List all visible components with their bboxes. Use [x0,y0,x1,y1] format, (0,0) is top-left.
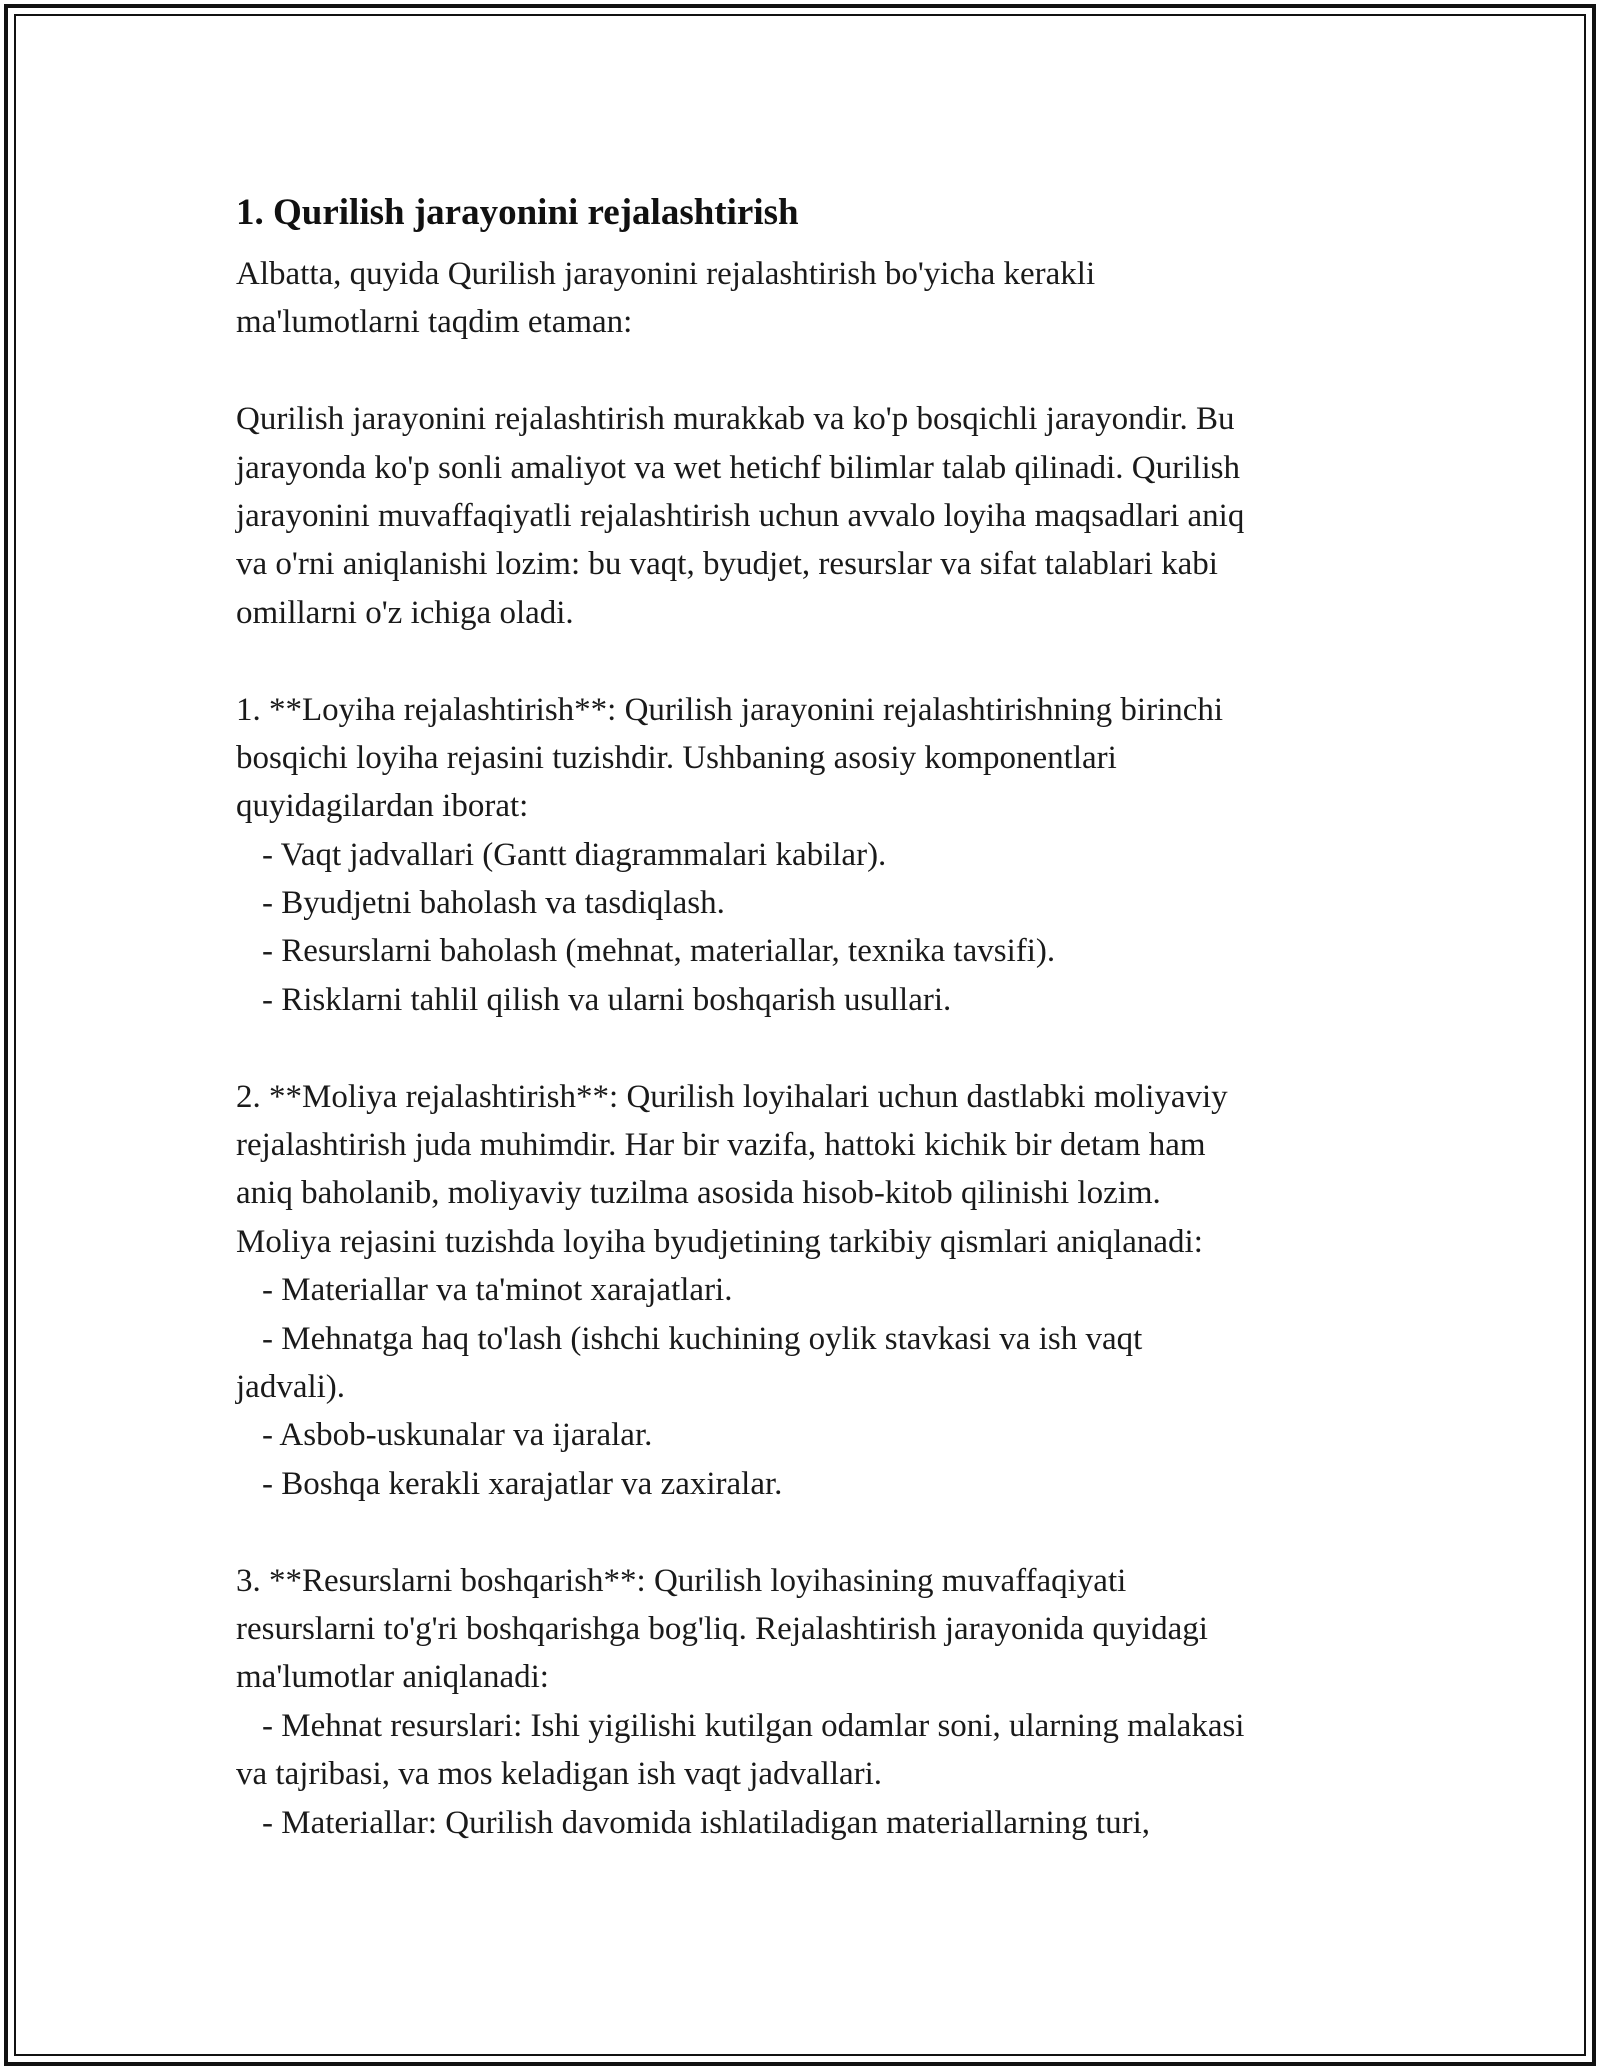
document-text [236,250,1366,1847]
text-line: Qurilish jarayonini rejalashtirish murakkab va ko'p bosqichli jarayondir. Bu [236,401,1235,438]
document-body [236,186,1366,1847]
text-line: Albatta, quyida Qurilish jarayonini rejalashtirish bo'yicha kerakli [236,256,1096,292]
bullet-line: - Risklarni tahlil qilish va ularni boshqarish usullari. [262,981,952,1018]
text-line: ma'lumotlarni taqdim etaman: [236,304,633,341]
text-line: jarayonini muvaffaqiyatli rejalashtirish uchun avvalo loyiha maqsadlari aniq [236,497,1245,534]
document-title: 1. Qurilish jarayonini rejalashtirish [236,192,799,233]
blank-line [236,637,1366,685]
text-line: bosqichi loyiha rejasini tuzishdir. Ushbaning asosiy komponentlari [236,739,1117,776]
text-line: jarayonda ko'p sonli amaliyot va wet hetichf bilimlar talab qilinadi. Qurilish [236,449,1240,486]
bullet-line: - Byudjetni baholash va tasdiqlash. [262,885,725,922]
text-line: 3. **Resurslarni boshqarish**: Qurilish loyihasining muvaffaqiyati [236,1562,1127,1599]
text-line: ma'lumotlar aniqlanadi: [236,1659,549,1696]
text-line: quyidagilardan iborat: [236,788,529,825]
text-line: Moliya rejasini tuzishda loyiha byudjetining tarkibiy qismlari aniqlanadi: [236,1223,1203,1260]
blank-line [236,1024,1366,1072]
bullet-line: - Boshqa kerakli xarajatlar va zaxiralar. [262,1465,783,1502]
text-line: resurslarni to'g'ri boshqarishga bog'liq. Rejalashtirish jarayonida quyidagi [236,1610,1208,1647]
bullet-line: - Vaqt jadvallari (Gantt diagrammalari kabilar). [262,836,887,873]
text-line: rejalashtirish juda muhimdir. Har bir vazifa, hattoki kichik bir detam ham [236,1127,1206,1164]
blank-line [236,347,1366,395]
bullet-line: - Mehnatga haq to'lash (ishchi kuchining oylik stavkasi va ish vaqt [262,1320,1143,1357]
text-line: va o'rni aniqlanishi lozim: bu vaqt, byudjet, resurslar va sifat talablari kabi [236,546,1218,583]
text-line: 1. **Loyiha rejalashtirish**: Qurilish jarayonini rejalashtirishning birinchi [236,691,1224,728]
text-line: omillarni o'z ichiga oladi. [236,594,574,631]
bullet-line: - Resurslarni baholash (mehnat, materiallar, texnika tavsifi). [262,933,1056,970]
blank-line [236,1508,1366,1556]
text-line: aniq baholanib, moliyaviy tuzilma asosida hisob-kitob qilinishi lozim. [236,1175,1161,1212]
bullet-line: - Asbob-uskunalar va ijaralar. [262,1417,653,1454]
text-line: 2. **Moliya rejalashtirish**: Qurilish loyihalari uchun dastlabki moliyaviy [236,1078,1228,1115]
text-line: va tajribasi, va mos keladigan ish vaqt jadvallari. [236,1756,883,1793]
bullet-line: - Materiallar: Qurilish davomida ishlatiladigan materiallarning turi, [262,1804,1150,1841]
bullet-line: - Materiallar va ta'minot xarajatlari. [262,1272,733,1309]
text-line: jadvali). [236,1368,346,1405]
bullet-line: - Mehnat resurslari: Ishi yigilishi kutilgan odamlar soni, ularning malakasi [262,1707,1245,1744]
